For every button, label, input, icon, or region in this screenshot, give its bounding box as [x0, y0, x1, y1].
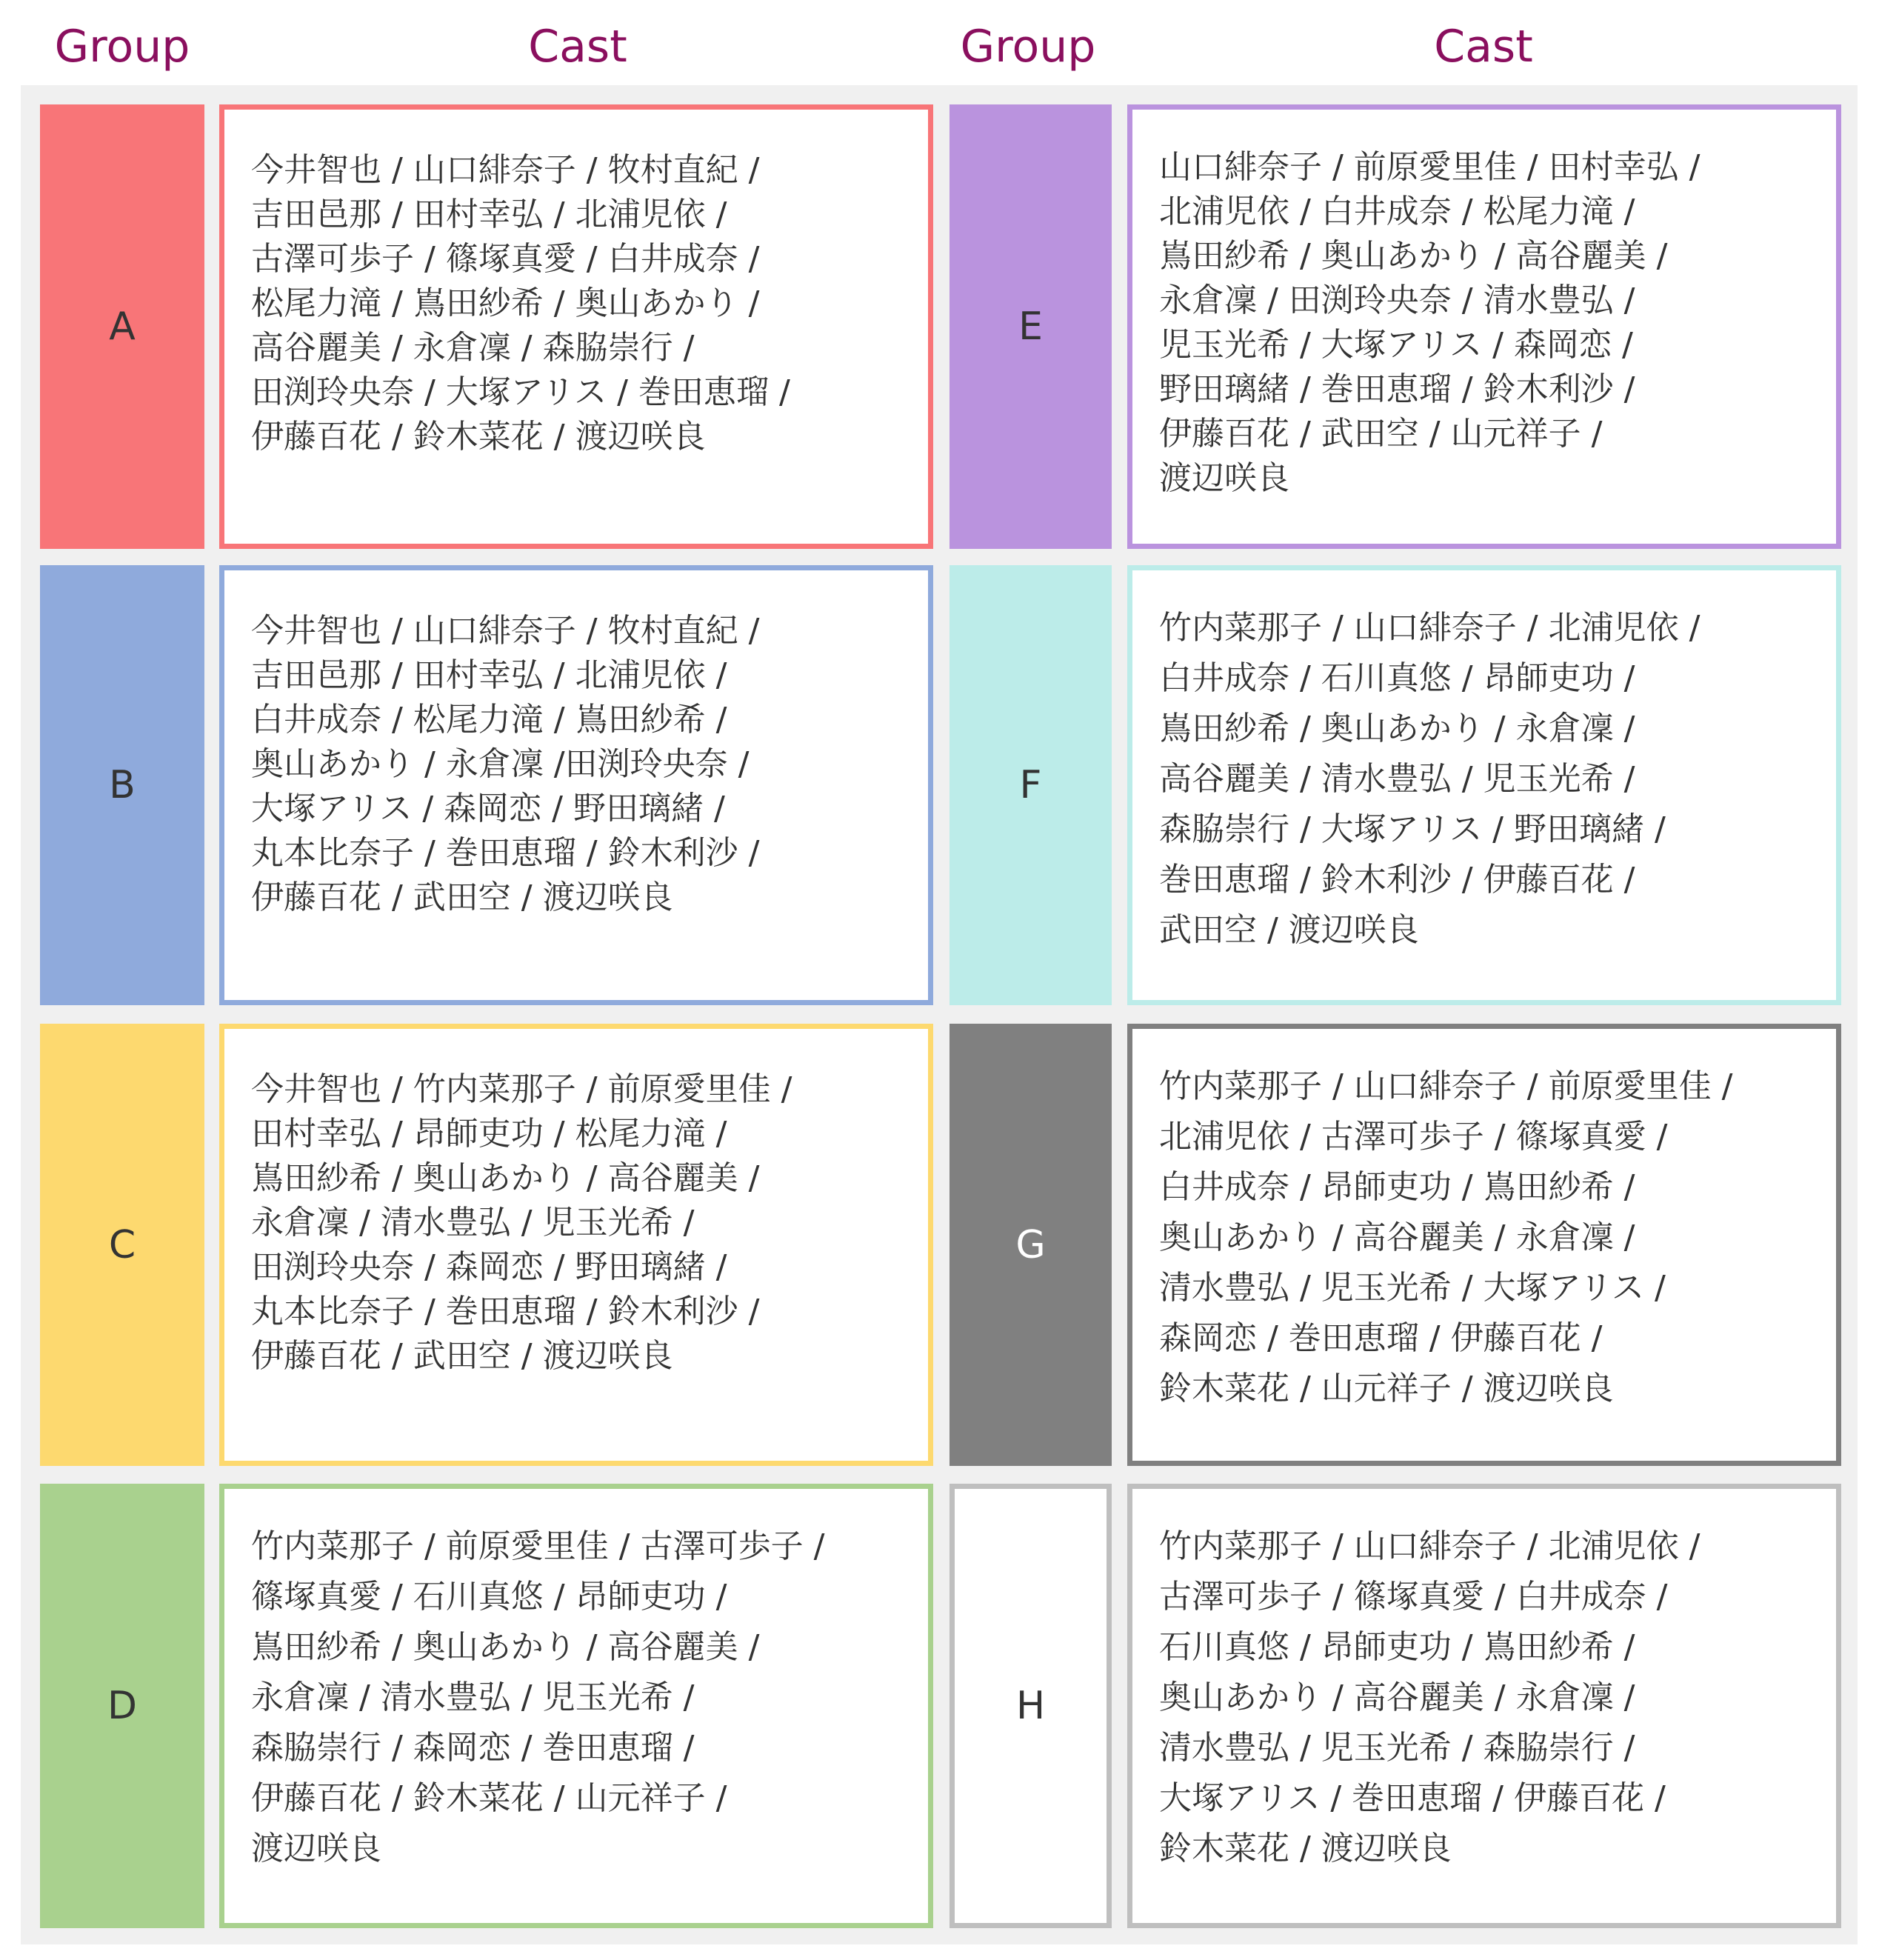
- left-group-header: Group: [54, 21, 190, 73]
- cast-list: 竹内菜那子 / 山口緋奈子 / 北浦児依 / 古澤可歩子 / 篠塚真愛 / 白井成奈 / 石川真悠 / 昂師吏功 / 嶌田紗希 / 奥山あかり / 高谷麗美 / 永倉凜 / 清水豊弘 / 児玉光希 / 森脇崇行 / 大塚アリス / 巻田恵瑠 / 伊藤百花 / 鈴木菜花 / 渡辺咲良: [1159, 1527, 1701, 1867]
- group-f-cast-box: [1127, 565, 1841, 1005]
- right-group-header: Group: [960, 21, 1096, 73]
- group-label: B: [109, 763, 136, 807]
- cast-list: 竹内菜那子 / 山口緋奈子 / 前原愛里佳 / 北浦児依 / 古澤可歩子 / 篠塚真愛 / 白井成奈 / 昂師吏功 / 嶌田紗希 / 奥山あかり / 高谷麗美 / 永倉凜 / 清水豊弘 / 児玉光希 / 大塚アリス / 森岡恋 / 巻田恵瑠 / 伊藤百花 / 鈴木菜花 / 山元祥子 / 渡辺咲良: [1159, 1067, 1733, 1407]
- group-h-cast-box: [1127, 1484, 1841, 1928]
- cast-list: 今井智也 / 竹内菜那子 / 前原愛里佳 / 田村幸弘 / 昂師吏功 / 松尾力滝 / 嶌田紗希 / 奥山あかり / 高谷麗美 / 永倉凜 / 清水豊弘 / 児玉光希 / 田渕玲央奈 / 森岡恋 / 野田璃緒 / 丸本比奈子 / 巻田恵瑠 / 鈴木利沙 / 伊藤百花 / 武田空 / 渡辺咲良: [251, 1070, 792, 1375]
- group-b-cast-box: [219, 565, 933, 1005]
- group-c-cell: [40, 1024, 204, 1466]
- group-label: C: [108, 1222, 136, 1267]
- group-label: D: [107, 1684, 138, 1728]
- cast-list: 山口緋奈子 / 前原愛里佳 / 田村幸弘 / 北浦児依 / 白井成奈 / 松尾力滝 / 嶌田紗希 / 奥山あかり / 高谷麗美 / 永倉凜 / 田渕玲央奈 / 清水豊弘 / 児玉光希 / 大塚アリス / 森岡恋 / 野田璃緒 / 巻田恵瑠 / 鈴木利沙 / 伊藤百花 / 武田空 / 山元祥子 / 渡辺咲良: [1159, 148, 1701, 497]
- group-a-cell: [40, 104, 204, 549]
- group-label: G: [1015, 1222, 1046, 1267]
- group-f-cell: [949, 565, 1112, 1005]
- cast-list: 今井智也 / 山口緋奈子 / 牧村直紀 / 吉田邑那 / 田村幸弘 / 北浦児依 / 白井成奈 / 松尾力滝 / 嶌田紗希 / 奥山あかり / 永倉凜 /田渕玲央奈 / 大塚アリス / 森岡恋 / 野田璃緒 / 丸本比奈子 / 巻田恵瑠 / 鈴木利沙 / 伊藤百花 / 武田空 / 渡辺咲良: [251, 612, 760, 916]
- left-cast-header: Cast: [528, 21, 627, 73]
- group-d-cast-box: [219, 1484, 933, 1928]
- right-cast-header: Cast: [1434, 21, 1533, 73]
- cast-list: 竹内菜那子 / 山口緋奈子 / 北浦児依 / 白井成奈 / 石川真悠 / 昂師吏功 / 嶌田紗希 / 奥山あかり / 永倉凜 / 高谷麗美 / 清水豊弘 / 児玉光希 / 森脇崇行 / 大塚アリス / 野田璃緒 / 巻田恵瑠 / 鈴木利沙 / 伊藤百花 / 武田空 / 渡辺咲良: [1159, 609, 1701, 949]
- group-g-cast-box: [1127, 1024, 1841, 1466]
- group-e-cast-box: [1127, 104, 1841, 549]
- group-c-cast-box: [219, 1024, 933, 1466]
- group-label: E: [1018, 304, 1043, 349]
- group-g-cell: [949, 1024, 1112, 1466]
- group-a-cast-box: [219, 104, 933, 549]
- group-label: A: [109, 304, 136, 349]
- group-label: F: [1019, 763, 1042, 807]
- cast-list: 今井智也 / 山口緋奈子 / 牧村直紀 / 吉田邑那 / 田村幸弘 / 北浦児依 / 古澤可歩子 / 篠塚真愛 / 白井成奈 / 松尾力滝 / 嶌田紗希 / 奥山あかり / 高谷麗美 / 永倉凜 / 森脇崇行 / 田渕玲央奈 / 大塚アリス / 巻田恵瑠 / 伊藤百花 / 鈴木菜花 / 渡辺咲良: [251, 151, 790, 456]
- cast-list: 竹内菜那子 / 前原愛里佳 / 古澤可歩子 / 篠塚真愛 / 石川真悠 / 昂師吏功 / 嶌田紗希 / 奥山あかり / 高谷麗美 / 永倉凜 / 清水豊弘 / 児玉光希 / 森脇崇行 / 森岡恋 / 巻田恵瑠 / 伊藤百花 / 鈴木菜花 / 山元祥子 / 渡辺咲良: [251, 1527, 825, 1867]
- group-label: H: [1015, 1684, 1046, 1728]
- group-d-cell: [40, 1484, 204, 1928]
- group-b-cell: [40, 565, 204, 1005]
- group-h-cell: [949, 1484, 1112, 1928]
- group-e-cell: [949, 104, 1112, 549]
